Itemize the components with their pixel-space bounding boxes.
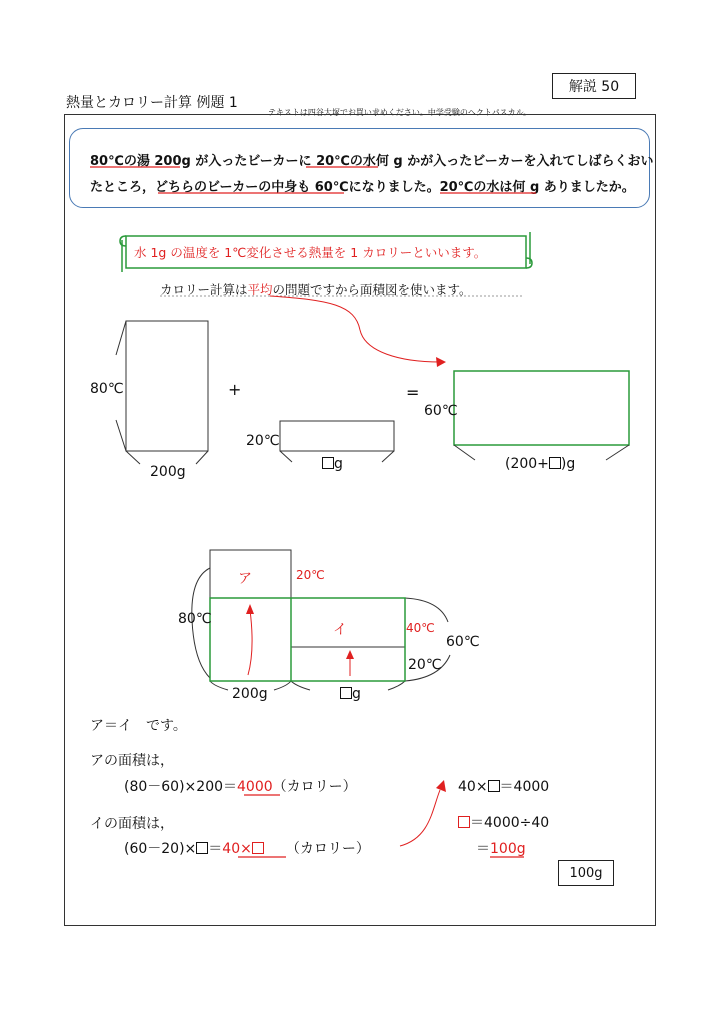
area-i-expression: (60－20)× ＝40× （カロリー） (124, 841, 370, 857)
area-a-expression: (80－60)×200＝4000（カロリー） (124, 779, 357, 795)
mixed-water-rect (454, 371, 629, 460)
area-40-label: 40℃ (406, 621, 435, 635)
problem-line-2: たところ，どちらのビーカーの中身も 60℃になりました。20℃の水は何 g ありましたか。 (90, 180, 635, 195)
equals-sign: = (406, 383, 420, 402)
hot-water-rect (116, 321, 208, 464)
mix-temp-label: 60℃ (424, 403, 458, 419)
hot-mass-label: 200g (150, 464, 186, 480)
purchase-note: テキストは四谷大塚でお買い求めください。中学受験のヘクトパスカル。 (268, 108, 532, 117)
area-60-label: 60℃ (446, 634, 480, 650)
equation-3: ＝100g (476, 841, 526, 857)
lead-after: の問題ですから面積図を使います。 (272, 282, 472, 297)
area-a-label: ア (238, 571, 252, 587)
top-20-label: 20℃ (296, 568, 325, 582)
solution-statement: ア＝イ です。 (90, 718, 187, 734)
problem-underlines (90, 167, 536, 193)
unknown-box (549, 457, 561, 469)
problem-line-1: 80℃の湯 200g が入ったビーカーに 20℃の水何 g かが入ったビーカーを入れてしばらくおい (90, 154, 654, 169)
lead-before: カロリー計算は (160, 282, 248, 297)
unknown-box (340, 687, 352, 699)
mix-mass-label: (200+ )g (505, 456, 576, 472)
area-20-label: 20℃ (408, 657, 442, 673)
final-answer-box: 100g (558, 860, 614, 886)
equation-1: 40× ＝4000 (458, 779, 550, 795)
method-lead (160, 280, 472, 298)
plus-sign: + (228, 380, 242, 399)
area-green-outline (210, 598, 405, 681)
lead-highlight: 平均 (247, 282, 273, 297)
area-a-heading: アの面積は， (90, 753, 174, 769)
area-80-label: 80℃ (178, 611, 212, 627)
explanation-number: 解説 50 (552, 73, 636, 99)
area-i-label: イ (333, 622, 347, 638)
worksheet-title: 熱量とカロリー計算 例題 1 (66, 95, 238, 111)
cold-temp-label: 20℃ (246, 433, 280, 449)
equation-2: ＝4000÷40 (458, 812, 549, 832)
area-200g-label: 200g (232, 686, 268, 702)
cold-mass-label: g (322, 456, 343, 472)
definition-text: 水 1g の温度を 1℃変化させる熱量を 1 カロリーといいます。 (134, 245, 487, 260)
unknown-box (322, 457, 334, 469)
area-i-heading: イの面積は， (90, 816, 174, 832)
area-cold-mass-label: g (340, 686, 361, 702)
hot-temp-label: 80℃ (90, 381, 124, 397)
